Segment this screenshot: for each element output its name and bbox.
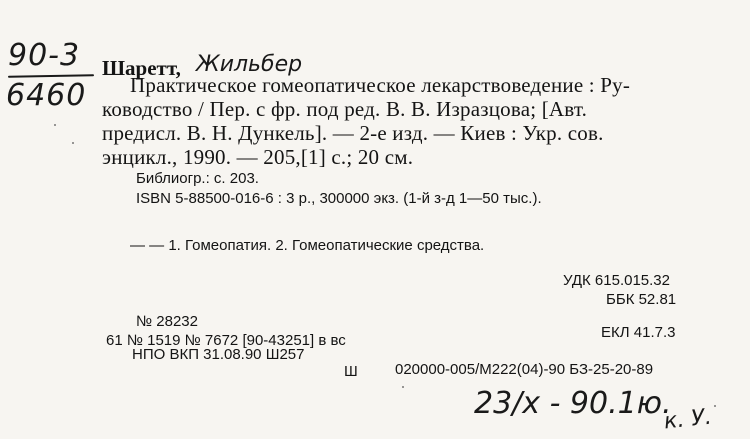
scan-speck — [72, 142, 74, 144]
isbn-line: ISBN 5-88500-016-6 : 3 р., 300000 экз. (1-й з-д 1—50 тыс.). — [136, 190, 542, 207]
scan-speck — [402, 386, 404, 388]
handwritten-corner-note: к. У. — [662, 404, 713, 435]
npo-line: НПО ВКП 31.08.90 Ш257 — [132, 346, 305, 363]
handwritten-date: 23/х - 90.1ю. — [474, 386, 672, 421]
subject-headings: — — 1. Гомеопатия. 2. Гомеопатические средства. — [130, 237, 485, 254]
bbk-code: ББК 52.81 — [606, 291, 677, 308]
shelf-mark-line2: 6460 — [6, 78, 87, 113]
code-line: 020000-005/М222(04)-90 БЗ-25-20-89 — [395, 361, 654, 378]
udk-code: УДК 615.015.32 — [563, 272, 670, 289]
author-printed: Шаретт, — [102, 56, 181, 80]
title-line-4: энцикл., 1990. — 205,[1] с.; 20 см. — [102, 145, 414, 169]
ekl-code: ЕКЛ 41.7.3 — [601, 324, 676, 341]
title-line-1: Практическое гомеопатическое лекарствоведение : Ру- — [130, 73, 631, 97]
title-line-3: предисл. В. Н. Дункель]. — 2-е изд. — Киев : Укр. сов. — [102, 121, 604, 145]
order-number: № 28232 — [136, 313, 198, 330]
author-handwritten: Жильбер — [196, 52, 303, 77]
print-line: 61 № 1519 № 7672 [90-43251] в вс — [106, 332, 346, 349]
scan-speck — [54, 124, 56, 126]
bibliography-note: Библиогр.: с. 203. — [136, 170, 259, 187]
shelf-mark-line1: 90-3 — [8, 38, 81, 73]
scan-speck — [714, 405, 716, 407]
title-line-2: ководство / Пер. с фр. под ред. В. В. Изразцова; [Авт. — [102, 97, 588, 121]
code-sh: Ш — [344, 363, 358, 380]
